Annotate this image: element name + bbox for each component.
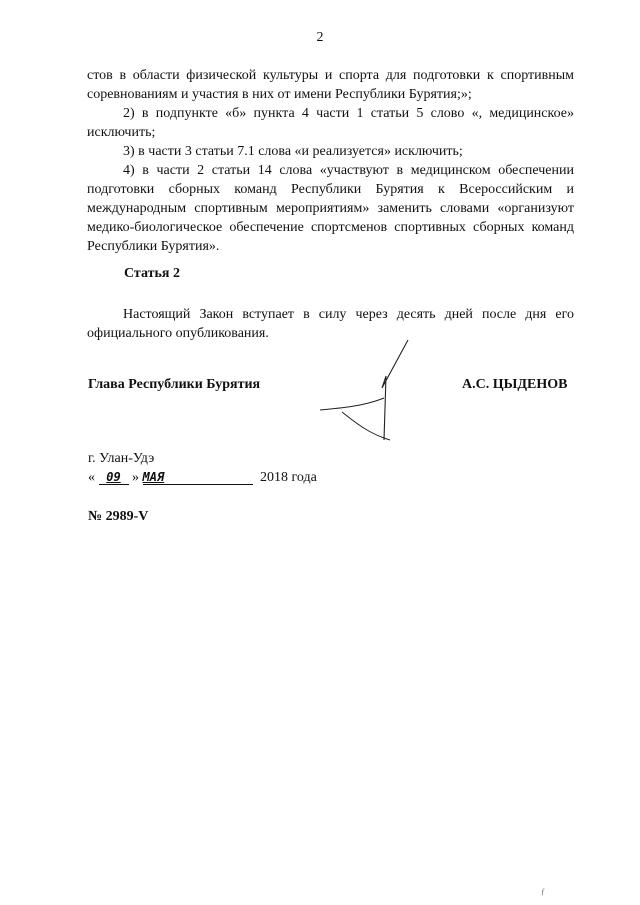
date-month: МАЯ	[143, 470, 253, 485]
handwritten-signature	[312, 336, 412, 446]
corner-mark: ƒ	[541, 887, 545, 896]
signatory-name: А.С. ЦЫДЕНОВ	[462, 377, 568, 392]
amendments-text	[87, 66, 574, 256]
article-heading: Статья 2	[124, 266, 180, 281]
paragraph-item-4: 4) в части 2 статьи 14 слова «участвуют в медицинском обеспечении подготовки сборных команд Республики Бурятия к Всероссийским и международным спортивным мероприятиям» заменить словами «организуют медико-биологическое обеспечение спортсменов спортивных сборных команд Республики Бурятия».	[87, 163, 574, 254]
date-open-quote: «	[88, 470, 95, 485]
signing-date	[88, 470, 317, 486]
article-text: Настоящий Закон вступает в силу через десять дней после дня его официального опубликования.	[87, 307, 574, 341]
paragraph-item-3: 3) в части 3 статьи 7.1 слова «и реализуется» исключить;	[123, 144, 463, 159]
paragraph-continuation: стов в области физической культуры и спорта для подготовки к спортивным соревнованиям и участия в них от имени Республики Бурятия;»;	[87, 68, 574, 102]
signatory-title: Глава Республики Бурятия	[88, 377, 261, 392]
date-day: 09	[99, 470, 129, 485]
date-year: 2018 года	[260, 470, 317, 485]
date-close-quote: »	[132, 470, 139, 485]
document-number: № 2989-V	[88, 509, 149, 524]
place-of-signing: г. Улан-Удэ	[88, 451, 155, 466]
page-number: 2	[316, 30, 324, 45]
paragraph-item-2: 2) в подпункте «б» пункта 4 части 1 статьи 5 слово «, медицинское» исключить;	[87, 106, 574, 140]
